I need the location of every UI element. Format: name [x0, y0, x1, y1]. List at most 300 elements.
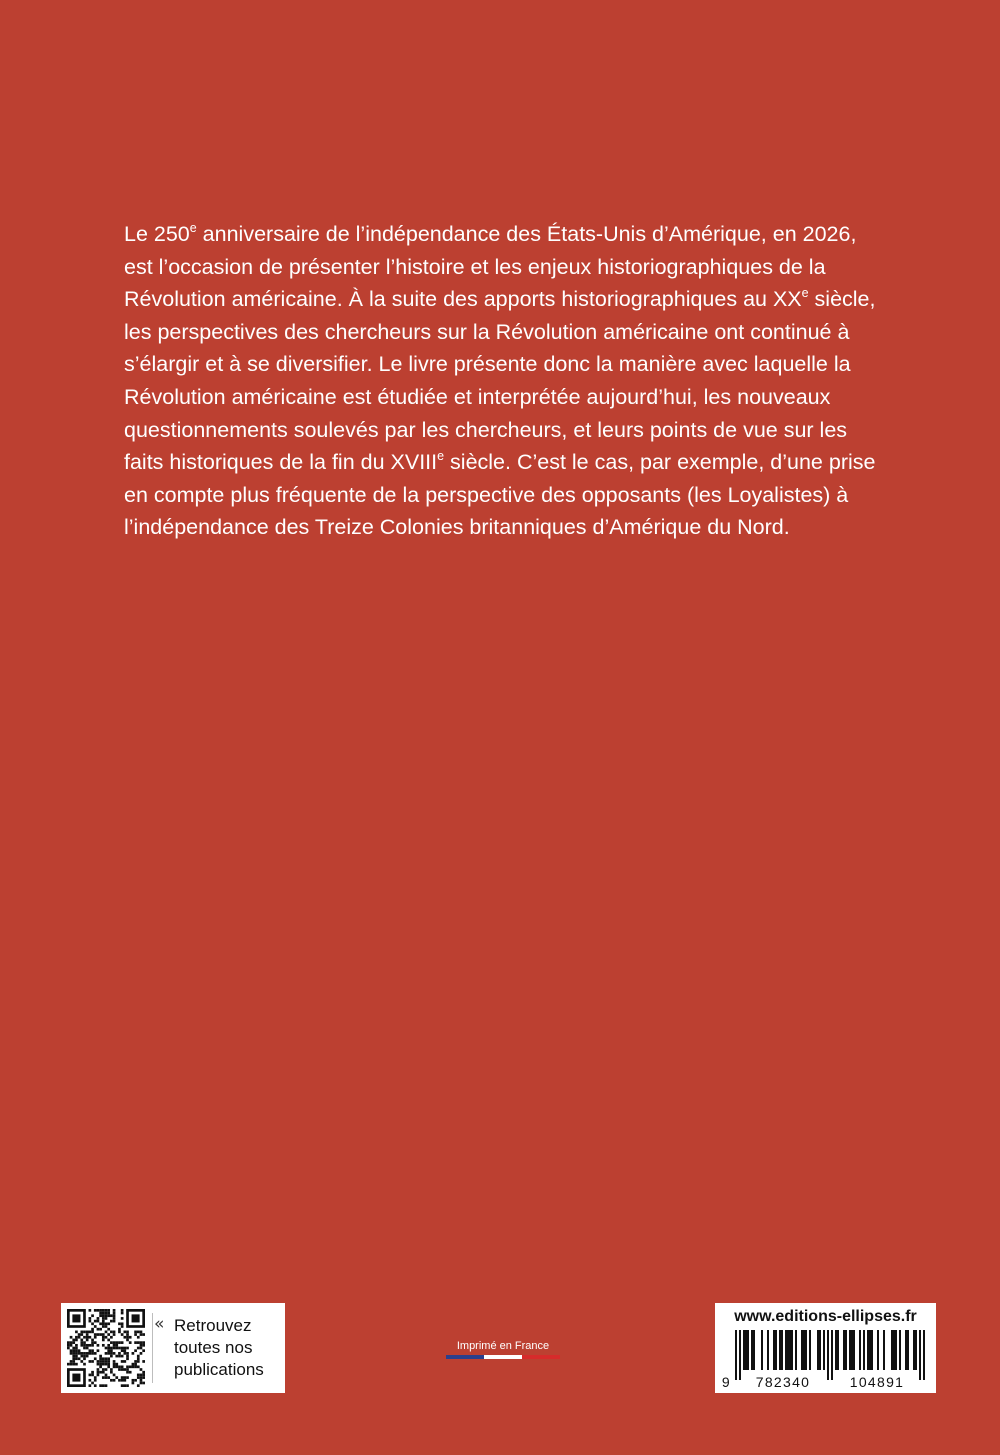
barcode-bar	[773, 1330, 775, 1370]
qr-module	[140, 1347, 143, 1350]
qr-module	[113, 1320, 116, 1323]
qr-module	[137, 1331, 140, 1334]
blurb-text: Le 250	[124, 222, 190, 246]
qr-module	[110, 1371, 113, 1374]
qr-module	[140, 1368, 143, 1371]
qr-module	[123, 1352, 126, 1355]
qr-module	[113, 1360, 116, 1363]
qr-module	[137, 1365, 140, 1368]
qr-module	[102, 1339, 105, 1342]
qr-module	[78, 1336, 81, 1339]
qr-module	[132, 1379, 135, 1382]
qr-module	[121, 1312, 124, 1315]
barcode-bar	[805, 1330, 807, 1370]
barcode-panel	[715, 1303, 936, 1393]
qr-module	[102, 1333, 105, 1336]
qr-module	[102, 1336, 105, 1339]
isbn-digits-right: 104891	[849, 1374, 905, 1390]
qr-module	[140, 1333, 143, 1336]
qr-module	[113, 1365, 116, 1368]
qr-module	[140, 1352, 143, 1355]
qr-module	[115, 1365, 118, 1368]
qr-module	[97, 1363, 100, 1366]
barcode-bar	[819, 1330, 821, 1370]
qr-module	[142, 1344, 145, 1347]
qr-module	[83, 1363, 86, 1366]
qr-module	[70, 1352, 73, 1355]
qr-module	[126, 1357, 129, 1360]
qr-caption: Retrouvez toutes nos publications	[174, 1316, 264, 1379]
qr-module	[86, 1344, 89, 1347]
qr-module	[121, 1322, 124, 1325]
qr-module	[107, 1344, 110, 1347]
qr-code-icon[interactable]	[67, 1309, 145, 1387]
printed-label: Imprimé en France	[456, 1340, 550, 1352]
qr-module	[80, 1333, 83, 1336]
qr-module	[72, 1357, 75, 1360]
qr-module	[123, 1347, 126, 1350]
barcode-bar	[871, 1330, 873, 1370]
qr-module	[94, 1325, 97, 1328]
qr-module	[97, 1349, 100, 1352]
qr-module	[121, 1333, 124, 1336]
qr-module	[86, 1347, 89, 1350]
barcode-bar	[789, 1330, 791, 1370]
qr-module	[123, 1368, 126, 1371]
qr-module	[78, 1357, 81, 1360]
qr-module	[97, 1320, 100, 1323]
qr-module	[137, 1360, 140, 1363]
qr-module	[67, 1347, 70, 1350]
qr-module	[107, 1365, 110, 1368]
qr-module	[97, 1309, 100, 1312]
qr-module	[129, 1341, 132, 1344]
barcode-bar	[809, 1330, 811, 1370]
qr-module	[121, 1347, 124, 1350]
qr-module	[115, 1363, 118, 1366]
flag-stripe	[484, 1355, 522, 1359]
qr-module	[97, 1317, 100, 1320]
qr-module	[140, 1382, 143, 1385]
barcode-bar	[907, 1330, 909, 1370]
qr-module	[107, 1352, 110, 1355]
qr-module	[80, 1341, 83, 1344]
qr-module	[97, 1368, 100, 1371]
qr-module	[102, 1360, 105, 1363]
qr-module	[75, 1357, 78, 1360]
qr-module	[91, 1341, 94, 1344]
qr-module	[134, 1349, 137, 1352]
barcode-bar	[791, 1330, 793, 1370]
qr-module	[113, 1333, 116, 1336]
blurb-text: siècle, les perspectives des chercheurs sur la Révolution américaine ont continué à s’élargir et à se diversifier. Le livre présente donc la manière avec laquelle la Révolution américaine est étudiée et interprétée aujourd’hui, les nouveaux questionnements soulevés par les chercheurs, et leurs points de vue sur les faits historiques de la fin du XVIII	[124, 287, 876, 475]
qr-module	[142, 1360, 145, 1363]
qr-module	[99, 1312, 102, 1315]
qr-module	[80, 1355, 83, 1358]
barcode-bar	[835, 1330, 837, 1370]
barcode-bar	[743, 1330, 745, 1370]
qr-module	[126, 1331, 129, 1334]
qr-module	[121, 1355, 124, 1358]
qr-module	[118, 1365, 121, 1368]
barcode-bar	[827, 1330, 829, 1380]
qr-module	[105, 1360, 108, 1363]
barcode-bar	[899, 1330, 901, 1370]
qr-module	[113, 1363, 116, 1366]
qr-module	[105, 1322, 108, 1325]
qr-module	[72, 1341, 75, 1344]
qr-module	[72, 1347, 75, 1350]
qr-module	[118, 1347, 121, 1350]
qr-module	[140, 1379, 143, 1382]
qr-module	[134, 1379, 137, 1382]
qr-module	[113, 1317, 116, 1320]
qr-module	[118, 1355, 121, 1358]
barcode-bar	[853, 1330, 855, 1370]
barcode-bar	[895, 1330, 897, 1370]
qr-module	[75, 1363, 78, 1366]
qr-module	[121, 1341, 124, 1344]
qr-module	[134, 1333, 137, 1336]
qr-module	[132, 1363, 135, 1366]
qr-module	[89, 1317, 92, 1320]
qr-module	[142, 1376, 145, 1379]
qr-module	[80, 1352, 83, 1355]
barcode-bar	[831, 1330, 833, 1380]
qr-module	[134, 1365, 137, 1368]
qr-module	[118, 1331, 121, 1334]
qr-module	[89, 1320, 92, 1323]
qr-module	[91, 1322, 94, 1325]
qr-module	[126, 1352, 129, 1355]
qr-module	[105, 1363, 108, 1366]
barcode-bar	[801, 1330, 803, 1370]
qr-module	[105, 1312, 108, 1315]
printed-in-france	[445, 1339, 561, 1359]
qr-module	[97, 1328, 100, 1331]
qr-module	[83, 1344, 86, 1347]
qr-module	[102, 1368, 105, 1371]
superscript: e	[189, 221, 197, 236]
qr-module	[107, 1339, 110, 1342]
qr-module	[137, 1341, 140, 1344]
qr-module	[83, 1336, 86, 1339]
barcode-bar	[747, 1330, 749, 1370]
qr-module	[94, 1357, 97, 1360]
qr-module	[75, 1355, 78, 1358]
qr-module	[99, 1357, 102, 1360]
qr-module	[121, 1317, 124, 1320]
qr-module	[72, 1339, 75, 1342]
qr-module	[107, 1314, 110, 1317]
qr-module	[99, 1309, 102, 1312]
qr-module	[70, 1363, 73, 1366]
qr-module	[72, 1352, 75, 1355]
qr-module	[115, 1347, 118, 1350]
qr-module	[72, 1349, 75, 1352]
qr-module	[126, 1333, 129, 1336]
superscript: e	[437, 449, 445, 464]
qr-module	[126, 1336, 129, 1339]
qr-module	[137, 1374, 140, 1377]
publisher-url[interactable]: www.editions-ellipses.fr	[734, 1308, 917, 1325]
qr-module	[105, 1357, 108, 1360]
qr-module	[105, 1309, 108, 1312]
qr-module	[121, 1325, 124, 1328]
flag-stripe	[446, 1355, 484, 1359]
qr-module	[102, 1325, 105, 1328]
qr-module	[86, 1355, 89, 1358]
qr-module	[99, 1371, 102, 1374]
qr-module	[89, 1379, 92, 1382]
qr-module	[107, 1328, 110, 1331]
qr-module	[121, 1368, 124, 1371]
qr-module	[113, 1344, 116, 1347]
qr-module	[102, 1320, 105, 1323]
barcode-bar	[775, 1330, 777, 1370]
qr-module	[94, 1379, 97, 1382]
qr-module	[105, 1352, 108, 1355]
barcode-bar	[905, 1330, 907, 1370]
qr-module	[107, 1347, 110, 1350]
qr-module	[126, 1371, 129, 1374]
qr-module	[89, 1360, 92, 1363]
qr-module	[72, 1363, 75, 1366]
qr-module	[99, 1384, 102, 1387]
qr-module	[110, 1336, 113, 1339]
qr-module	[99, 1363, 102, 1366]
barcode-bar	[803, 1330, 805, 1370]
back-cover-blurb	[124, 218, 888, 544]
qr-module	[137, 1336, 140, 1339]
qr-module	[102, 1312, 105, 1315]
blurb-text: anniversaire de l’indépendance des États-Unis d’Amérique, en 2026, est l’occasion de présenter l’histoire et les enjeux historiographiques de la Révolution américaine. À la suite des apports historiographiques au XX	[124, 222, 857, 312]
qr-module	[134, 1360, 137, 1363]
qr-module	[102, 1322, 105, 1325]
qr-module	[132, 1365, 135, 1368]
qr-module	[121, 1349, 124, 1352]
qr-module	[118, 1322, 121, 1325]
divider	[152, 1313, 153, 1383]
qr-module	[86, 1336, 89, 1339]
barcode-bar	[851, 1330, 853, 1370]
barcode-bar	[767, 1330, 769, 1370]
qr-module	[91, 1371, 94, 1374]
qr-module	[110, 1349, 113, 1352]
qr-module	[70, 1341, 73, 1344]
qr-module	[102, 1371, 105, 1374]
barcode-bar	[919, 1330, 921, 1380]
qr-module	[97, 1344, 100, 1347]
qr-module	[102, 1357, 105, 1360]
qr-module	[80, 1339, 83, 1342]
qr-module	[132, 1352, 135, 1355]
qr-module	[99, 1322, 102, 1325]
qr-module	[94, 1309, 97, 1312]
qr-module	[99, 1360, 102, 1363]
qr-module	[99, 1365, 102, 1368]
qr-module	[115, 1355, 118, 1358]
qr-module	[91, 1360, 94, 1363]
qr-module	[83, 1352, 86, 1355]
qr-module	[91, 1352, 94, 1355]
qr-module	[110, 1314, 113, 1317]
barcode-bar	[753, 1330, 755, 1370]
qr-module	[126, 1347, 129, 1350]
qr-module	[86, 1352, 89, 1355]
qr-module	[140, 1331, 143, 1334]
qr-module	[105, 1325, 108, 1328]
qr-module	[97, 1360, 100, 1363]
qr-module	[105, 1374, 108, 1377]
french-flag-icon	[446, 1355, 560, 1359]
barcode-bar	[913, 1330, 915, 1370]
barcode-bar	[837, 1330, 839, 1370]
blurb-text: siècle. C’est le cas, par exemple, d’une prise en compte plus fréquente de la perspective des opposants (les Loyalistes) à l’indépendance des Treize Colonies britanniques d’Amérique du Nord.	[124, 450, 876, 540]
qr-module	[113, 1309, 116, 1312]
qr-module	[129, 1365, 132, 1368]
qr-module	[123, 1379, 126, 1382]
qr-module	[113, 1314, 116, 1317]
qr-module	[113, 1312, 116, 1315]
qr-module	[123, 1376, 126, 1379]
qr-panel	[61, 1303, 285, 1393]
qr-module	[97, 1374, 100, 1377]
barcode-bar	[863, 1330, 865, 1370]
qr-module	[121, 1360, 124, 1363]
qr-module	[99, 1328, 102, 1331]
barcode-bar	[751, 1330, 753, 1370]
qr-module	[102, 1344, 105, 1347]
qr-module	[110, 1331, 113, 1334]
qr-module	[75, 1349, 78, 1352]
qr-module	[137, 1384, 140, 1387]
qr-module	[67, 1341, 70, 1344]
barcode-bar	[923, 1330, 925, 1380]
qr-module	[91, 1339, 94, 1342]
qr-module	[107, 1349, 110, 1352]
qr-module	[94, 1376, 97, 1379]
qr-module	[107, 1312, 110, 1315]
qr-module	[137, 1355, 140, 1358]
blurb-paragraph	[124, 218, 888, 544]
qr-module	[105, 1336, 108, 1339]
qr-module	[118, 1368, 121, 1371]
qr-module	[102, 1317, 105, 1320]
qr-module	[78, 1352, 81, 1355]
qr-module	[80, 1344, 83, 1347]
qr-module	[91, 1349, 94, 1352]
qr-module	[140, 1344, 143, 1347]
qr-module	[105, 1368, 108, 1371]
qr-module	[97, 1333, 100, 1336]
qr-module	[78, 1333, 81, 1336]
qr-module	[142, 1371, 145, 1374]
qr-module	[107, 1357, 110, 1360]
qr-module	[110, 1341, 113, 1344]
qr-module	[140, 1376, 143, 1379]
barcode-bar	[867, 1330, 869, 1370]
qr-module	[113, 1347, 116, 1350]
qr-module	[70, 1360, 73, 1363]
qr-module	[105, 1384, 108, 1387]
barcode-bar	[795, 1330, 797, 1370]
qr-module	[113, 1341, 116, 1344]
qr-module	[115, 1341, 118, 1344]
qr-module	[99, 1333, 102, 1336]
qr-module	[94, 1352, 97, 1355]
qr-module	[91, 1331, 94, 1334]
qr-module	[99, 1355, 102, 1358]
barcode-bar	[915, 1330, 917, 1370]
qr-module	[83, 1355, 86, 1358]
qr-module	[137, 1376, 140, 1379]
qr-module	[75, 1336, 78, 1339]
barcode-bar	[745, 1330, 747, 1370]
qr-module	[107, 1363, 110, 1366]
qr-module	[134, 1363, 137, 1366]
qr-module	[110, 1379, 113, 1382]
qr-module	[107, 1309, 110, 1312]
barcode-bar	[781, 1330, 783, 1370]
qr-module	[110, 1352, 113, 1355]
qr-module	[129, 1371, 132, 1374]
qr-module	[91, 1382, 94, 1385]
qr-module	[86, 1333, 89, 1336]
qr-module	[140, 1374, 143, 1377]
barcode-bar	[883, 1330, 885, 1370]
barcode-bar	[735, 1330, 737, 1380]
qr-module	[126, 1339, 129, 1342]
barcode-bar	[877, 1330, 879, 1370]
superscript: e	[801, 286, 809, 301]
qr-module	[80, 1331, 83, 1334]
qr-module	[118, 1341, 121, 1344]
qr-module	[137, 1347, 140, 1350]
qr-module	[142, 1341, 145, 1344]
qr-module	[89, 1352, 92, 1355]
qr-module	[83, 1341, 86, 1344]
qr-module	[83, 1357, 86, 1360]
qr-module	[70, 1349, 73, 1352]
qr-module	[107, 1333, 110, 1336]
barcode-bar	[787, 1330, 789, 1370]
barcode-bar	[817, 1330, 819, 1370]
qr-module	[107, 1360, 110, 1363]
qr-module	[80, 1360, 83, 1363]
qr-module	[91, 1328, 94, 1331]
qr-module	[126, 1355, 129, 1358]
barcode-bar	[785, 1330, 787, 1370]
qr-module	[123, 1331, 126, 1334]
qr-module	[94, 1341, 97, 1344]
qr-module	[107, 1376, 110, 1379]
qr-module	[113, 1379, 116, 1382]
barcode-bar	[761, 1330, 763, 1370]
qr-module	[102, 1363, 105, 1366]
barcode-bar	[859, 1330, 861, 1370]
barcode	[715, 1303, 936, 1393]
qr-module	[102, 1314, 105, 1317]
qr-module	[142, 1349, 145, 1352]
qr-module	[83, 1331, 86, 1334]
qr-module	[94, 1336, 97, 1339]
qr-module	[142, 1382, 145, 1385]
qr-module	[113, 1331, 116, 1334]
qr-module	[121, 1384, 124, 1387]
qr-module	[70, 1336, 73, 1339]
qr-module	[72, 1360, 75, 1363]
